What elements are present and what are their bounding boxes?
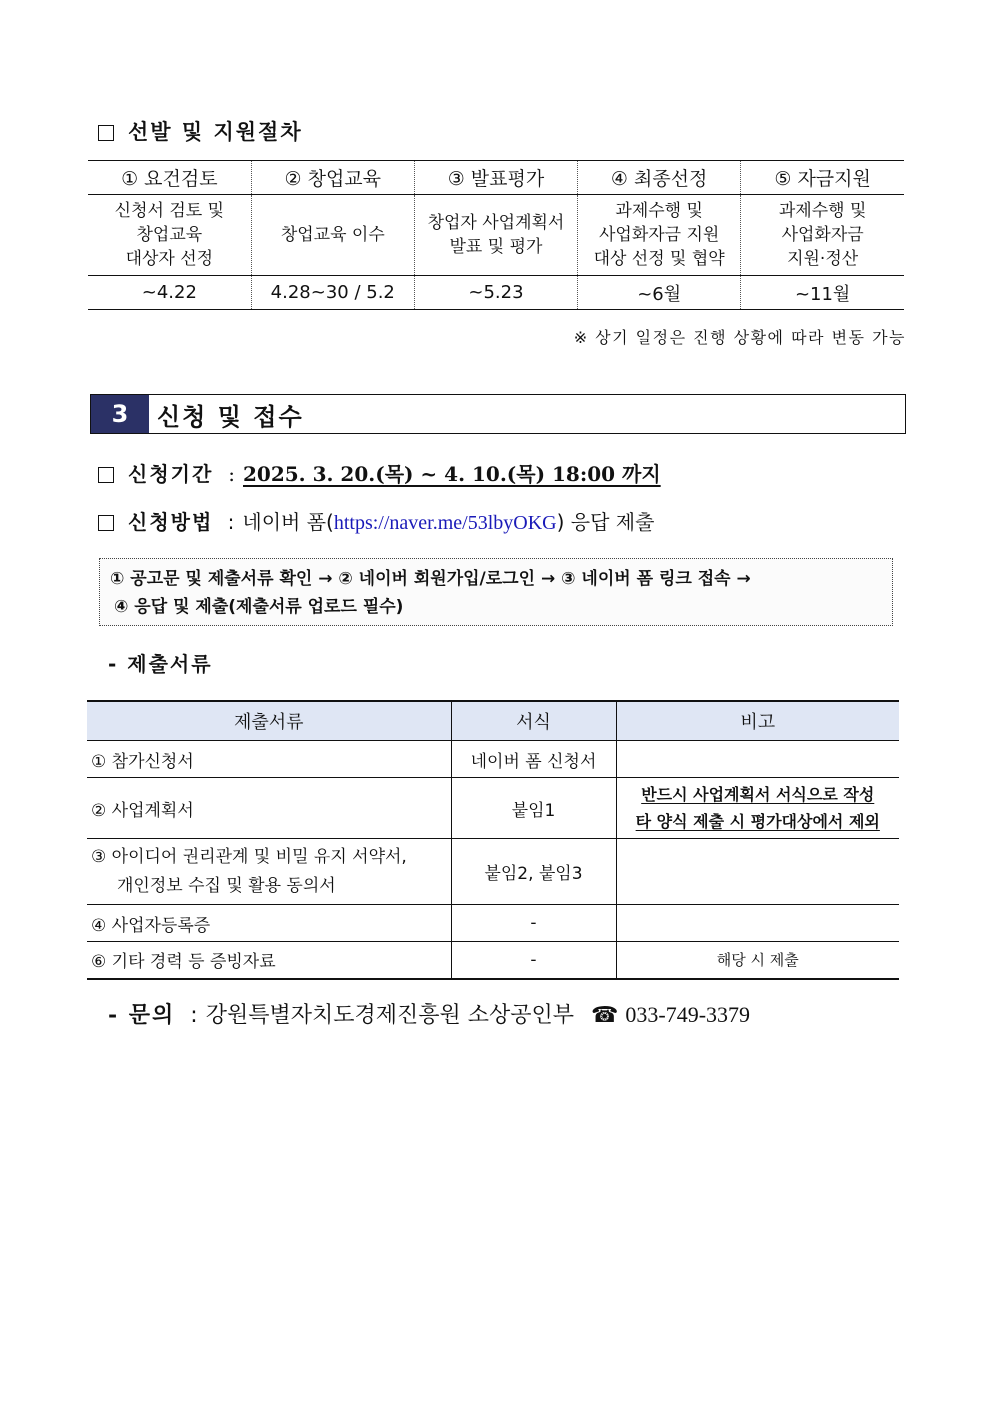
checkbox-square-icon [98, 125, 114, 141]
step-desc: 창업자 사업계획서 발표 및 평가 [414, 195, 577, 276]
form-cell: 네이버 폼 신청서 [451, 741, 616, 778]
section-number: 3 [91, 395, 149, 433]
section-header [90, 394, 906, 434]
note-line: 반드시 사업계획서 서식으로 작성 [641, 785, 875, 804]
step-desc: 창업교육 이수 [251, 195, 414, 276]
note-cell [616, 839, 899, 905]
step-desc: 신청서 검토 및 창업교육 대상자 선정 [88, 195, 251, 276]
form-cell: - [451, 905, 616, 942]
checkbox-square-icon [98, 515, 114, 531]
doc-cell: ③ 아이디어 권리관계 및 비밀 유지 서약서, 개인정보 수집 및 활용 동의서 [87, 839, 451, 905]
method-line: 신청방법 : 네이버 폼(https://naver.me/53lbyOKG) 응답 제출 [98, 506, 654, 535]
checkbox-square-icon [98, 467, 114, 483]
step-name: ⑤ 자금지원 [741, 161, 904, 195]
step-name: ③ 발표평가 [414, 161, 577, 195]
note-cell [616, 741, 899, 778]
form-cell: 붙임2, 붙임3 [451, 839, 616, 905]
method-label: 신청방법 [128, 510, 214, 534]
col-header-docs: 제출서류 [87, 701, 451, 741]
method-suffix: ) 응답 제출 [556, 510, 655, 534]
step-date: ~6월 [578, 276, 741, 310]
table-row [87, 778, 899, 839]
col-header-note: 비고 [616, 701, 899, 741]
steps-line-1: ① 공고문 및 제출서류 확인 → ② 네이버 회원가입/로그인 → ③ 네이버 폼 링크 접속 → [110, 569, 751, 589]
period-line: 신청기간 : 2025. 3. 20.(목) ~ 4. 10.(목) 18:00 까지 [98, 458, 661, 487]
table-row [87, 839, 899, 905]
contact-org: 강원특별자치도경제진흥원 소상공인부 [205, 1003, 574, 1028]
naver-form-link[interactable]: https://naver.me/53lbyOKG [333, 512, 557, 534]
step-date: ~5.23 [414, 276, 577, 310]
table-row [87, 942, 899, 979]
doc-cell: ④ 사업자등록증 [87, 905, 451, 942]
application-steps-box [99, 558, 893, 626]
form-cell: - [451, 942, 616, 979]
contact-line: - 문의 : 강원특별자치도경제진흥원 소상공인부 ☎ 033-749-3379 [108, 1002, 751, 1028]
table-row [87, 905, 899, 942]
step-name: ④ 최종선정 [578, 161, 741, 195]
phone-icon: ☎ [591, 1003, 619, 1028]
steps-line-2: ④ 응답 및 제출(제출서류 업로드 필수) [114, 597, 404, 617]
step-date: 4.28~30 / 5.2 [251, 276, 414, 310]
col-header-form: 서식 [451, 701, 616, 741]
step-desc: 과제수행 및 사업화자금 지원 대상 선정 및 협약 [578, 195, 741, 276]
note-cell [616, 905, 899, 942]
step-date: ~4.22 [88, 276, 251, 310]
section-title: 신청 및 접수 [157, 402, 304, 431]
method-prefix: 네이버 폼( [242, 510, 334, 534]
step-name: ① 요건검토 [88, 161, 251, 195]
step-name: ② 창업교육 [251, 161, 414, 195]
step-desc: 과제수행 및 사업화자금 지원·정산 [741, 195, 904, 276]
procedure-table [88, 160, 904, 310]
form-cell: 붙임1 [451, 778, 616, 839]
table-row [87, 741, 899, 778]
doc-cell: ① 참가신청서 [87, 741, 451, 778]
contact-label: - 문의 [108, 1002, 176, 1028]
note-line: 타 양식 제출 시 평가대상에서 제외 [635, 812, 880, 831]
note-cell: 해당 시 제출 [616, 942, 899, 979]
doc-cell: ② 사업계획서 [87, 778, 451, 839]
period-label: 신청기간 [128, 462, 214, 486]
note-cell [616, 778, 899, 839]
docs-heading: - 제출서류 [108, 652, 213, 676]
doc-cell: ⑥ 기타 경력 등 증빙자료 [87, 942, 451, 979]
schedule-note: ※ 상기 일정은 진행 상황에 따라 변동 가능 [573, 328, 906, 347]
procedure-title: 선발 및 지원절차 [128, 119, 303, 144]
period-value: 2025. 3. 20.(목) ~ 4. 10.(목) 18:00 까지 [243, 462, 661, 486]
step-date: ~11월 [741, 276, 904, 310]
contact-phone: 033-749-3379 [625, 1002, 751, 1027]
documents-table [87, 700, 899, 980]
procedure-heading [98, 116, 303, 146]
